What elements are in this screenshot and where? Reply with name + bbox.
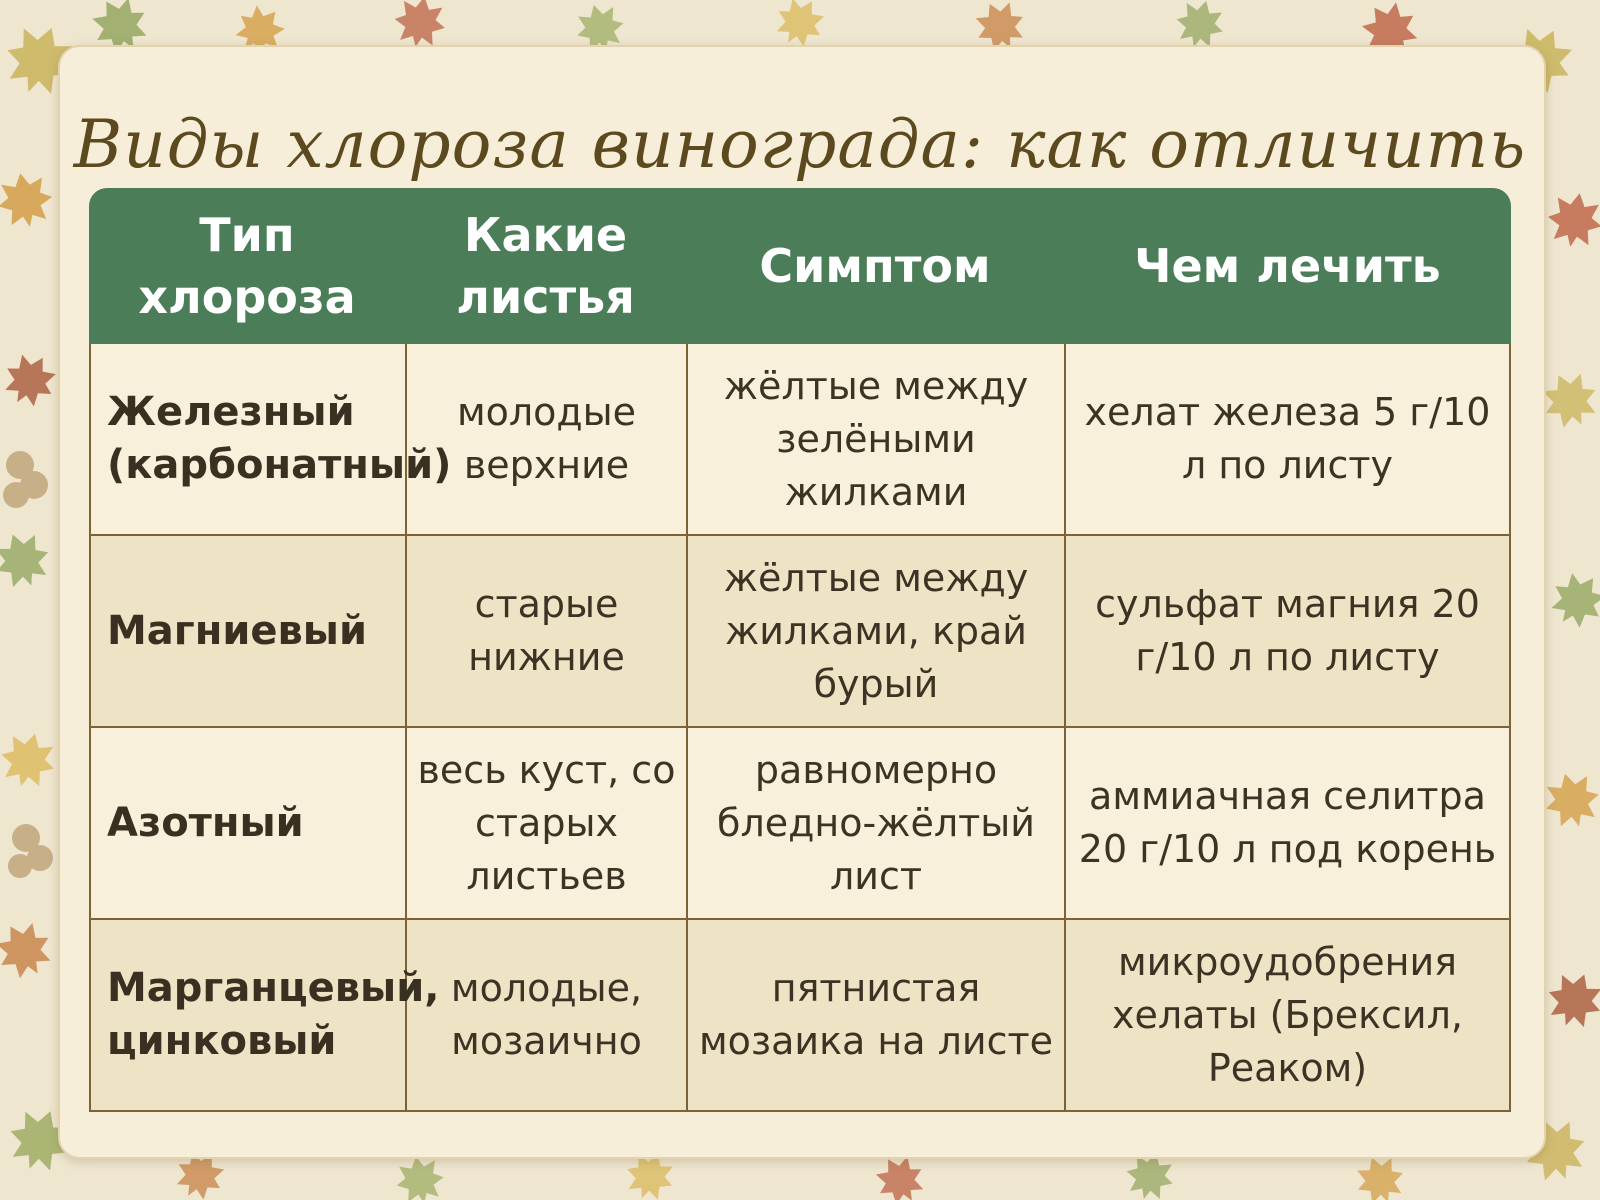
header-symptom: Симптом (686, 188, 1064, 344)
chlorosis-table (89, 188, 1511, 1112)
cell-symptom: равномерно бледно-жёлтый лист (686, 728, 1064, 920)
table-row (89, 536, 1511, 728)
type-line: цинковый (107, 1018, 337, 1064)
cell-treatment: сульфат магния 20 г/10 л по листу (1064, 536, 1511, 728)
type-line: Азотный (107, 799, 304, 846)
table-row (89, 920, 1511, 1112)
header-treatment: Чем лечить (1064, 188, 1511, 344)
type-line: Магниевый (107, 607, 367, 654)
cell-leaves: молодые верхние (405, 344, 686, 536)
grape-cluster-icon (3, 451, 53, 878)
page-title: Виды хлороза винограда: как отличить (73, 106, 1527, 183)
cell-symptom: жёлтые между жилками, край бурый (686, 536, 1064, 728)
cell-symptom: жёлтые между зелёными жилками (686, 344, 1064, 536)
cell-leaves: старые нижние (405, 536, 686, 728)
cell-leaves: весь куст, со старых листьев (405, 728, 686, 920)
cell-symptom: пятнистая мозаика на листе (686, 920, 1064, 1112)
header-leaves: Какие листья (405, 188, 686, 344)
chlorosis-table-container (89, 188, 1511, 1112)
cell-treatment: микроудобрения хелаты (Брексил, Реаком) (1064, 920, 1511, 1112)
type-line: Марганцевый, (107, 965, 440, 1011)
cell-type (89, 728, 405, 920)
cell-leaves: молодые, мозаично (405, 920, 686, 1112)
cell-type (89, 536, 405, 728)
cell-treatment: хелат железа 5 г/10 л по листу (1064, 344, 1511, 536)
header-type: Тип хлороза (89, 188, 405, 344)
table-header-row (89, 188, 1511, 344)
type-line: (карбонатный) (107, 442, 452, 488)
table-row (89, 344, 1511, 536)
cell-treatment: аммиачная селитра 20 г/10 л под корень (1064, 728, 1511, 920)
table-row (89, 728, 1511, 920)
cell-type (89, 344, 452, 536)
cell-type (89, 920, 440, 1112)
type-line: Железный (107, 389, 355, 435)
